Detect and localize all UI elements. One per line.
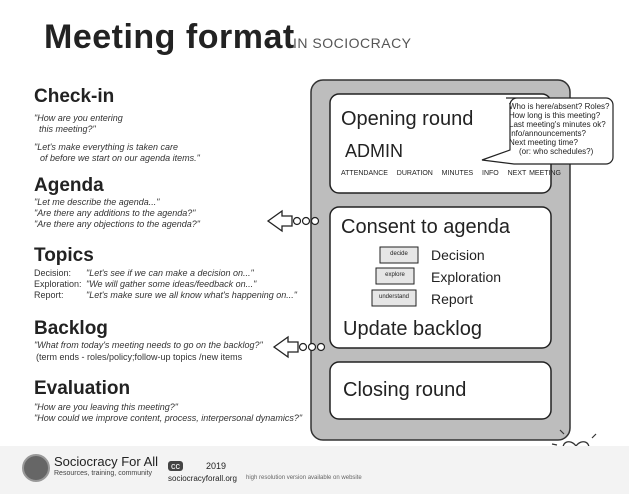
bubble-line: Last meeting's minutes ok? — [509, 120, 606, 129]
footer-org: Sociocracy For All — [54, 454, 159, 469]
checkin-line: "Let's make everything is taken care — [34, 142, 178, 152]
type-decision: Decision — [431, 247, 485, 263]
checkin-line: of before we start on our agenda items." — [40, 153, 200, 163]
footer-tagline: Resources, training, community — [54, 470, 153, 477]
checkin-line: "How are you entering — [34, 113, 123, 123]
topic-quote: "Let's make sure we all know what's happening on..." — [86, 290, 297, 300]
backlog-note: (term ends - roles/policy;follow-up topics /new items — [36, 352, 243, 362]
type-report: Report — [431, 291, 474, 307]
opening-title: Opening round — [341, 108, 474, 130]
topic-quote: "Let's see if we can make a decision on..." — [86, 268, 254, 278]
block-label: explore — [385, 272, 405, 278]
bubble-line: How long is this meeting? — [509, 111, 601, 120]
admin-item: NEXT MEETING — [507, 170, 561, 177]
sociocracy-logo-icon — [22, 454, 50, 482]
backlog-heading: Backlog — [34, 318, 108, 339]
agenda-line: "Are there any objections to the agenda?" — [34, 219, 201, 229]
backlog-quote: "What from today's meeting needs to go on the backlog?" — [34, 340, 263, 350]
consent-title: Consent to agenda — [341, 216, 511, 238]
evaluation-line: "How are you leaving this meeting?" — [34, 402, 178, 412]
evaluation-heading: Evaluation — [34, 378, 131, 399]
page-subtitle: IN SOCIOCRACY — [293, 35, 412, 51]
topic-label: Exploration: — [34, 279, 82, 289]
admin-label: ADMIN — [345, 141, 403, 161]
footer-site[interactable]: sociocracyforall.org — [168, 474, 237, 483]
bubble-line: (or: who schedules?) — [519, 147, 594, 156]
checkin-heading: Check-in — [34, 86, 115, 107]
admin-item: DURATION — [396, 170, 433, 177]
bubble-line: Who is here/absent? Roles? — [509, 102, 610, 111]
page-title: Meeting format — [44, 18, 295, 56]
block-label: understand — [378, 294, 410, 300]
admin-item: INFO — [482, 170, 499, 177]
bubble-text — [509, 102, 610, 156]
topics-heading: Topics — [34, 245, 94, 266]
admin-items — [341, 170, 561, 177]
bubble-line: Next meeting time? — [509, 138, 578, 147]
topic-quote: "We will gather some ideas/feedback on..." — [86, 279, 257, 289]
topic-label: Decision: — [34, 268, 72, 278]
topic-label: Report: — [34, 290, 64, 300]
agenda-line: "Let me describe the agenda..." — [34, 197, 160, 207]
admin-item: MINUTES — [441, 170, 474, 177]
license-badge: cc — [168, 461, 183, 471]
agenda-heading: Agenda — [34, 175, 104, 196]
update-backlog: Update backlog — [343, 318, 482, 340]
bubble-line: Info/announcements? — [509, 129, 586, 138]
block-label: decide — [390, 251, 408, 257]
agenda-line: "Are there any additions to the agenda?" — [34, 208, 196, 218]
checkin-line: this meeting?" — [39, 124, 96, 134]
closing-title: Closing round — [343, 379, 467, 401]
footer-year: 2019 — [206, 461, 227, 471]
admin-item: ATTENDANCE — [341, 170, 388, 177]
type-exploration: Exploration — [431, 269, 502, 285]
evaluation-line: "How could we improve content, process, interpersonal dynamics?" — [34, 413, 303, 423]
footer-note: high resolution version available on website — [246, 475, 362, 481]
